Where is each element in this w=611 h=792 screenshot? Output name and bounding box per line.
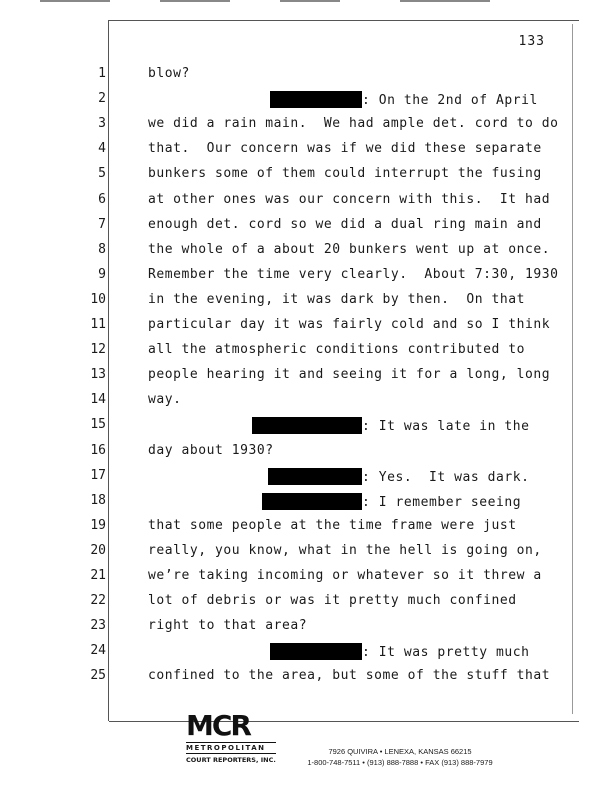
top-rule bbox=[160, 0, 230, 2]
top-rule bbox=[400, 0, 490, 2]
redaction-bar bbox=[270, 91, 362, 108]
transcript-line bbox=[148, 66, 190, 81]
line-text: all the atmospheric conditions contributed to bbox=[148, 342, 525, 357]
transcript-line bbox=[148, 192, 550, 207]
line-text: really, you know, what in the hell is going on, bbox=[148, 543, 542, 558]
line-number: 5 bbox=[98, 166, 106, 181]
transcript-line bbox=[148, 217, 542, 232]
line-number: 10 bbox=[90, 292, 106, 307]
line-number: 13 bbox=[90, 367, 106, 382]
transcript-line bbox=[148, 543, 542, 558]
line-number: 23 bbox=[90, 618, 106, 633]
line-number: 22 bbox=[90, 593, 106, 608]
line-text: : It was pretty much bbox=[362, 645, 530, 660]
transcript-line bbox=[270, 91, 538, 108]
line-text: confined to the area, but some of the stuff that bbox=[148, 668, 551, 683]
line-text: at other ones was our concern with this. It had bbox=[148, 192, 551, 207]
line-text: enough det. cord so we did a dual ring main and bbox=[148, 217, 542, 232]
address-line: 7926 QUIVIRA • LENEXA, KANSAS 66215 bbox=[328, 747, 472, 756]
line-number: 18 bbox=[90, 493, 106, 508]
line-text: blow? bbox=[148, 66, 190, 81]
line-number: 15 bbox=[90, 417, 106, 432]
logo-line2: COURT REPORTERS, INC. bbox=[186, 756, 276, 764]
line-text: lot of debris or was it pretty much confined bbox=[148, 593, 517, 608]
transcript-line bbox=[270, 643, 530, 660]
transcript-line bbox=[148, 568, 542, 583]
line-number: 1 bbox=[98, 66, 106, 81]
line-text: that some people at the time frame were just bbox=[148, 518, 517, 533]
page-number: 133 bbox=[518, 34, 545, 49]
transcript-line bbox=[148, 317, 550, 332]
transcript-line bbox=[148, 443, 274, 458]
line-number: 25 bbox=[90, 668, 106, 683]
transcript-line bbox=[148, 392, 182, 407]
redaction-bar bbox=[270, 643, 362, 660]
line-number: 2 bbox=[98, 91, 106, 106]
line-text: way. bbox=[148, 392, 182, 407]
line-number: 3 bbox=[98, 116, 106, 131]
phone-line: 1-800-748-7511 • (913) 888-7888 • FAX (913) 888-7979 bbox=[307, 758, 493, 767]
line-text: day about 1930? bbox=[148, 443, 274, 458]
line-number: 6 bbox=[98, 192, 106, 207]
line-number: 21 bbox=[90, 568, 106, 583]
line-text: that. Our concern was if we did these separate bbox=[148, 141, 542, 156]
logo-line1: METROPOLITAN bbox=[186, 742, 276, 754]
line-text: : Yes. It was dark. bbox=[362, 470, 530, 485]
line-number: 16 bbox=[90, 443, 106, 458]
transcript-line bbox=[252, 417, 530, 434]
line-number: 9 bbox=[98, 267, 106, 282]
court-reporter-logo bbox=[186, 709, 276, 774]
transcript-line bbox=[148, 141, 542, 156]
transcript-line bbox=[148, 267, 558, 282]
line-number: 19 bbox=[90, 518, 106, 533]
line-text: we did a rain main. We had ample det. cord to do bbox=[148, 116, 559, 131]
redaction-bar bbox=[268, 468, 362, 485]
line-number: 12 bbox=[90, 342, 106, 357]
transcript-line bbox=[148, 292, 525, 307]
transcript-line bbox=[148, 668, 550, 683]
line-number: 14 bbox=[90, 392, 106, 407]
line-number: 7 bbox=[98, 217, 106, 232]
footer-address bbox=[280, 746, 520, 768]
transcript-line bbox=[148, 518, 517, 533]
line-text: particular day it was fairly cold and so I think bbox=[148, 317, 551, 332]
line-text: right to that area? bbox=[148, 618, 308, 633]
line-text: we’re taking incoming or whatever so it threw a bbox=[148, 568, 542, 583]
top-rule bbox=[280, 0, 340, 2]
transcript-line bbox=[148, 166, 542, 181]
right-margin-line bbox=[572, 24, 573, 714]
transcript-line bbox=[148, 593, 517, 608]
transcript-line bbox=[148, 618, 307, 633]
line-text: bunkers some of them could interrupt the fusing bbox=[148, 166, 542, 181]
transcript-line bbox=[148, 242, 550, 257]
line-number: 4 bbox=[98, 141, 106, 156]
transcript-line bbox=[148, 116, 558, 131]
redaction-bar bbox=[252, 417, 362, 434]
line-text: the whole of a about 20 bunkers went up at once. bbox=[148, 242, 551, 257]
line-text: in the evening, it was dark by then. On that bbox=[148, 292, 525, 307]
line-text: : I remember seeing bbox=[362, 495, 522, 510]
top-rule bbox=[40, 0, 110, 2]
line-number: 24 bbox=[90, 643, 106, 658]
logo-mark: MCR bbox=[186, 709, 250, 742]
line-number: 8 bbox=[98, 242, 106, 257]
transcript-line bbox=[268, 468, 530, 485]
redaction-bar bbox=[262, 493, 362, 510]
transcript-line bbox=[262, 493, 521, 510]
line-number: 11 bbox=[90, 317, 106, 332]
line-text: people hearing it and seeing it for a long, long bbox=[148, 367, 551, 382]
line-text: : On the 2nd of April bbox=[362, 93, 538, 108]
line-text: Remember the time very clearly. About 7:30, 1930 bbox=[148, 267, 559, 282]
transcript-line bbox=[148, 367, 550, 382]
line-text: : It was late in the bbox=[362, 419, 530, 434]
line-number: 20 bbox=[90, 543, 106, 558]
line-number: 17 bbox=[90, 468, 106, 483]
transcript-line bbox=[148, 342, 525, 357]
